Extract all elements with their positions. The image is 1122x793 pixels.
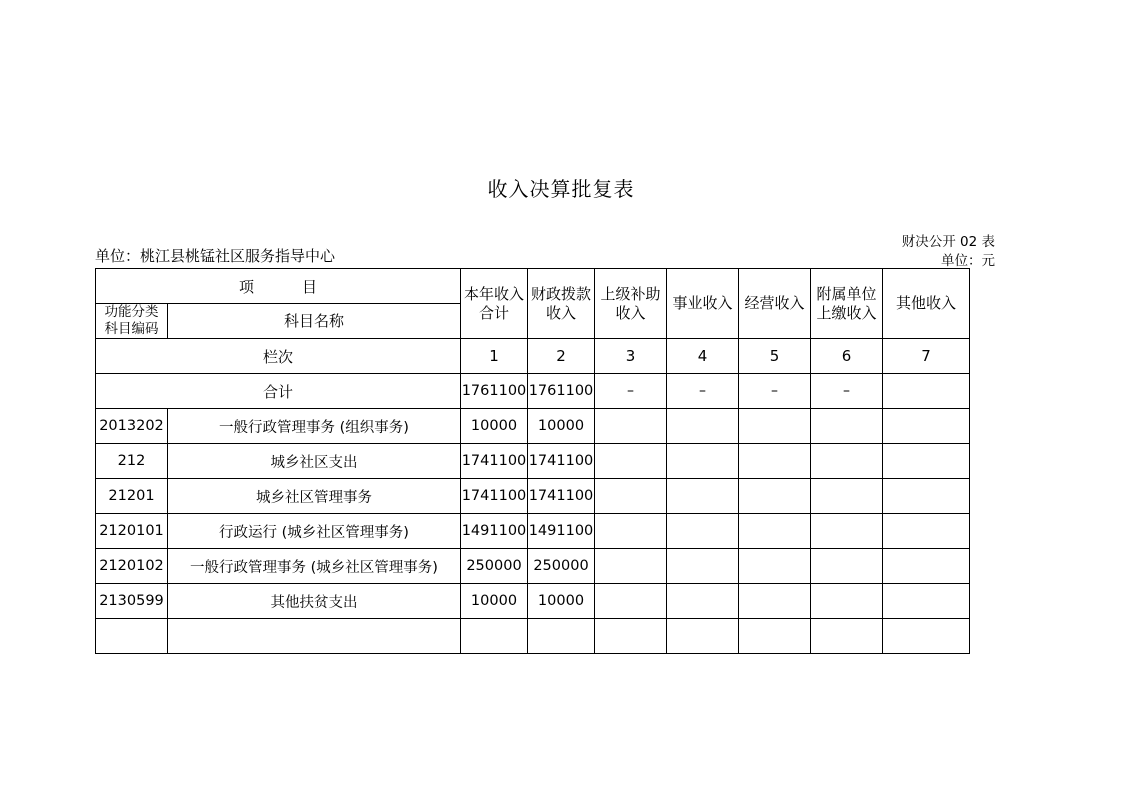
row-value-1: 1741100 bbox=[461, 444, 528, 479]
table-total-row bbox=[96, 374, 970, 409]
row-value-6 bbox=[811, 584, 883, 619]
total-value-7 bbox=[883, 374, 970, 409]
table-row bbox=[96, 619, 970, 654]
header-col-fiscal-appropriation-label: 财政拨款收入 bbox=[530, 284, 591, 322]
row-value-7 bbox=[883, 584, 970, 619]
rank-2: 2 bbox=[528, 339, 595, 374]
row-value-7 bbox=[883, 479, 970, 514]
row-value-3 bbox=[595, 514, 667, 549]
row-value-5 bbox=[739, 409, 811, 444]
row-value-1: 10000 bbox=[461, 584, 528, 619]
row-value-4 bbox=[667, 619, 739, 654]
row-value-5 bbox=[739, 549, 811, 584]
row-code: 212 bbox=[96, 444, 168, 479]
table-row bbox=[96, 444, 970, 479]
row-name bbox=[168, 619, 461, 654]
row-name: 一般行政管理事务 (组织事务) bbox=[168, 409, 461, 444]
row-value-3 bbox=[595, 444, 667, 479]
row-value-2: 250000 bbox=[528, 549, 595, 584]
row-value-4 bbox=[667, 584, 739, 619]
header-col-affiliated-unit-payment bbox=[811, 269, 883, 339]
row-value-2: 1741100 bbox=[528, 444, 595, 479]
row-name: 城乡社区支出 bbox=[168, 444, 461, 479]
header-item-group: 项 目 bbox=[96, 269, 461, 304]
table-row bbox=[96, 479, 970, 514]
row-value-6 bbox=[811, 549, 883, 584]
page-title: 收入决算批复表 bbox=[487, 177, 635, 201]
header-col-affiliated-unit-payment-label: 附属单位上缴收入 bbox=[816, 284, 877, 322]
table-row bbox=[96, 409, 970, 444]
header-col-superior-subsidy bbox=[595, 269, 667, 339]
row-name: 一般行政管理事务 (城乡社区管理事务) bbox=[168, 549, 461, 584]
row-value-4 bbox=[667, 444, 739, 479]
header-col-function-code-line2: 科目编码 bbox=[104, 321, 159, 337]
header-col-superior-subsidy-label: 上级补助收入 bbox=[600, 284, 661, 322]
row-value-6 bbox=[811, 409, 883, 444]
rank-4: 4 bbox=[667, 339, 739, 374]
total-value-4: – bbox=[667, 374, 739, 409]
total-value-1: 1761100 bbox=[461, 374, 528, 409]
header-col-subject-name: 科目名称 bbox=[168, 304, 461, 339]
row-value-3 bbox=[595, 619, 667, 654]
table-header-row-1 bbox=[96, 269, 970, 304]
row-value-1: 1491100 bbox=[461, 514, 528, 549]
row-code: 2120101 bbox=[96, 514, 168, 549]
total-value-5: – bbox=[739, 374, 811, 409]
header-col-other-income bbox=[883, 269, 970, 339]
row-value-7 bbox=[883, 514, 970, 549]
rank-5: 5 bbox=[739, 339, 811, 374]
table-row bbox=[96, 549, 970, 584]
header-col-business-income bbox=[667, 269, 739, 339]
row-name: 行政运行 (城乡社区管理事务) bbox=[168, 514, 461, 549]
rank-label: 栏次 bbox=[96, 339, 461, 374]
row-value-2: 1491100 bbox=[528, 514, 595, 549]
row-value-6 bbox=[811, 619, 883, 654]
header-col-fiscal-appropriation bbox=[528, 269, 595, 339]
row-value-5 bbox=[739, 619, 811, 654]
total-value-3: – bbox=[595, 374, 667, 409]
total-value-6: – bbox=[811, 374, 883, 409]
row-value-1: 1741100 bbox=[461, 479, 528, 514]
row-value-2: 1741100 bbox=[528, 479, 595, 514]
header-col-function-code-line1: 功能分类 bbox=[104, 304, 159, 321]
row-name: 其他扶贫支出 bbox=[168, 584, 461, 619]
currency-unit-label: 单位：元 bbox=[941, 253, 995, 269]
row-value-5 bbox=[739, 444, 811, 479]
form-code-label: 财决公开 02 表 bbox=[901, 234, 995, 250]
row-value-4 bbox=[667, 549, 739, 584]
header-col-total-income-label: 本年收入合计 bbox=[463, 284, 524, 322]
row-value-7 bbox=[883, 444, 970, 479]
row-code: 21201 bbox=[96, 479, 168, 514]
rank-1: 1 bbox=[461, 339, 528, 374]
row-value-6 bbox=[811, 479, 883, 514]
row-value-3 bbox=[595, 409, 667, 444]
row-value-1: 10000 bbox=[461, 409, 528, 444]
row-value-1: 250000 bbox=[461, 549, 528, 584]
rank-3: 3 bbox=[595, 339, 667, 374]
organization-label: 单位：桃江县桃锰社区服务指导中心 bbox=[95, 247, 336, 265]
total-label: 合计 bbox=[96, 374, 461, 409]
row-value-7 bbox=[883, 619, 970, 654]
row-value-6 bbox=[811, 514, 883, 549]
header-col-total-income bbox=[461, 269, 528, 339]
header-col-operating-income bbox=[739, 269, 811, 339]
row-value-5 bbox=[739, 479, 811, 514]
income-settlement-table bbox=[95, 268, 970, 654]
row-code: 2120102 bbox=[96, 549, 168, 584]
row-value-4 bbox=[667, 479, 739, 514]
row-code bbox=[96, 619, 168, 654]
row-name: 城乡社区管理事务 bbox=[168, 479, 461, 514]
row-value-1 bbox=[461, 619, 528, 654]
row-value-2: 10000 bbox=[528, 409, 595, 444]
row-value-2 bbox=[528, 619, 595, 654]
total-value-2: 1761100 bbox=[528, 374, 595, 409]
header-col-business-income-label: 事业收入 bbox=[672, 294, 733, 313]
rank-7: 7 bbox=[883, 339, 970, 374]
row-value-7 bbox=[883, 409, 970, 444]
table-row bbox=[96, 514, 970, 549]
row-value-2: 10000 bbox=[528, 584, 595, 619]
row-value-6 bbox=[811, 444, 883, 479]
row-value-5 bbox=[739, 514, 811, 549]
row-value-5 bbox=[739, 584, 811, 619]
table-rank-row bbox=[96, 339, 970, 374]
row-code: 2130599 bbox=[96, 584, 168, 619]
row-code: 2013202 bbox=[96, 409, 168, 444]
header-col-function-code bbox=[96, 304, 168, 339]
header-col-other-income-label: 其他收入 bbox=[895, 294, 956, 313]
row-value-4 bbox=[667, 409, 739, 444]
row-value-3 bbox=[595, 479, 667, 514]
table-row bbox=[96, 584, 970, 619]
row-value-4 bbox=[667, 514, 739, 549]
rank-6: 6 bbox=[811, 339, 883, 374]
row-value-3 bbox=[595, 584, 667, 619]
row-value-7 bbox=[883, 549, 970, 584]
header-col-operating-income-label: 经营收入 bbox=[744, 294, 805, 313]
row-value-3 bbox=[595, 549, 667, 584]
